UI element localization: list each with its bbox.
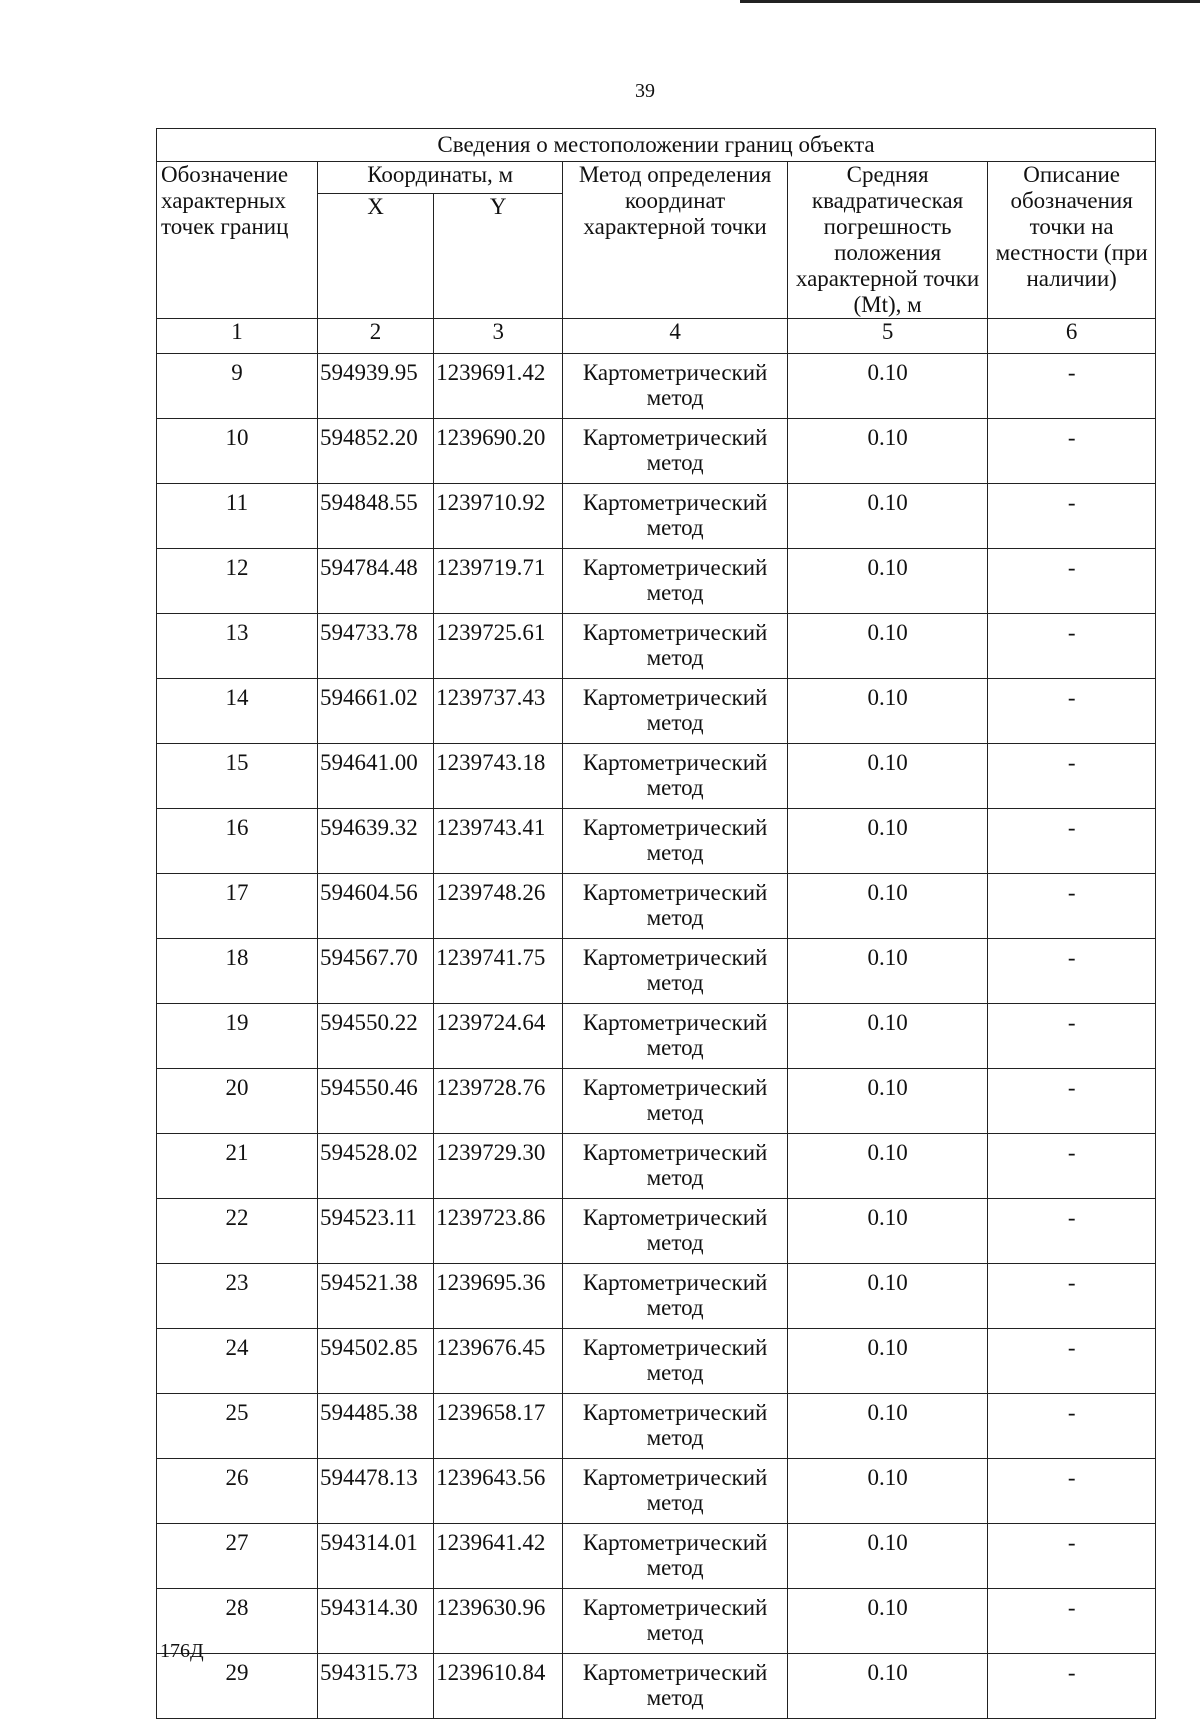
table-row	[157, 1459, 1156, 1524]
error-value: 0.10	[787, 1134, 987, 1199]
description-value: -	[988, 1459, 1156, 1524]
coord-x: 594852.20	[318, 419, 434, 484]
method	[563, 419, 788, 484]
point-id: 18	[157, 939, 318, 1004]
point-id: 24	[157, 1329, 318, 1394]
description-value: -	[988, 809, 1156, 874]
coord-y: 1239610.84	[434, 1654, 563, 1719]
method-line-1: Картометрический	[582, 1400, 768, 1425]
coord-x: 594661.02	[318, 679, 434, 744]
method-line-2: метод	[646, 970, 704, 995]
method-line-1: Картометрический	[582, 1660, 768, 1685]
coord-y: 1239723.86	[434, 1199, 563, 1264]
description-value: -	[988, 1264, 1156, 1329]
coord-y: 1239658.17	[434, 1394, 563, 1459]
method-line-1: Картометрический	[582, 1465, 768, 1490]
method	[563, 1199, 788, 1264]
table-row	[157, 484, 1156, 549]
description-value: -	[988, 744, 1156, 809]
table-row	[157, 419, 1156, 484]
method	[563, 549, 788, 614]
description-value: -	[988, 354, 1156, 419]
table-row	[157, 1394, 1156, 1459]
method	[563, 1069, 788, 1134]
table-row	[157, 744, 1156, 809]
coord-x: 594314.01	[318, 1524, 434, 1589]
method	[563, 1524, 788, 1589]
column-number: 6	[988, 319, 1156, 354]
error-value: 0.10	[787, 809, 987, 874]
column-number-row	[157, 319, 1156, 354]
coord-x: 594502.85	[318, 1329, 434, 1394]
description-value: -	[988, 1654, 1156, 1719]
header-x: X	[318, 194, 434, 319]
method-line-1: Картометрический	[582, 555, 768, 580]
method-line-2: метод	[646, 450, 704, 475]
coord-y: 1239743.41	[434, 809, 563, 874]
method-line-1: Картометрический	[582, 1140, 768, 1165]
point-id: 11	[157, 484, 318, 549]
point-id: 23	[157, 1264, 318, 1329]
coord-y: 1239719.71	[434, 549, 563, 614]
description-value: -	[988, 1134, 1156, 1199]
table-row	[157, 1524, 1156, 1589]
method	[563, 679, 788, 744]
table-row	[157, 549, 1156, 614]
coord-y: 1239728.76	[434, 1069, 563, 1134]
table-row	[157, 939, 1156, 1004]
error-value: 0.10	[787, 1199, 987, 1264]
description-value: -	[988, 679, 1156, 744]
coord-x: 594733.78	[318, 614, 434, 679]
error-value: 0.10	[787, 1524, 987, 1589]
point-id: 28	[157, 1589, 318, 1654]
point-id: 22	[157, 1199, 318, 1264]
column-number: 3	[434, 319, 563, 354]
method-line-2: метод	[646, 1100, 704, 1125]
error-value: 0.10	[787, 1264, 987, 1329]
header-method: Метод определения координат характерной точки	[563, 162, 788, 319]
coord-x: 594550.46	[318, 1069, 434, 1134]
error-value: 0.10	[787, 1394, 987, 1459]
point-id: 27	[157, 1524, 318, 1589]
method-line-1: Картометрический	[582, 1270, 768, 1295]
point-id: 9	[157, 354, 318, 419]
table-row	[157, 1004, 1156, 1069]
method-line-2: метод	[646, 1165, 704, 1190]
coord-x: 594550.22	[318, 1004, 434, 1069]
coord-y: 1239729.30	[434, 1134, 563, 1199]
table-row	[157, 874, 1156, 939]
description-value: -	[988, 1004, 1156, 1069]
point-id: 13	[157, 614, 318, 679]
method	[563, 1394, 788, 1459]
table-row	[157, 614, 1156, 679]
coord-y: 1239741.75	[434, 939, 563, 1004]
column-number: 2	[318, 319, 434, 354]
table-row	[157, 1069, 1156, 1134]
error-value: 0.10	[787, 939, 987, 1004]
method-line-2: метод	[646, 515, 704, 540]
method-line-2: метод	[646, 1360, 704, 1385]
coord-y: 1239737.43	[434, 679, 563, 744]
table-row	[157, 1589, 1156, 1654]
error-value: 0.10	[787, 744, 987, 809]
method-line-1: Картометрический	[582, 685, 768, 710]
boundary-table	[156, 128, 1156, 1719]
coord-x: 594314.30	[318, 1589, 434, 1654]
method-line-1: Картометрический	[582, 815, 768, 840]
method-line-2: метод	[646, 1490, 704, 1515]
page-number: 39	[635, 80, 655, 102]
point-id: 29	[157, 1654, 318, 1719]
method	[563, 1264, 788, 1329]
coord-y: 1239748.26	[434, 874, 563, 939]
point-id: 17	[157, 874, 318, 939]
error-value: 0.10	[787, 874, 987, 939]
header-coords: Координаты, м	[318, 162, 563, 194]
method	[563, 1004, 788, 1069]
point-id: 26	[157, 1459, 318, 1524]
method-line-2: метод	[646, 1620, 704, 1645]
description-value: -	[988, 874, 1156, 939]
header-description: Описание обозначения точки на местности (при наличии)	[988, 162, 1156, 319]
method-line-1: Картометрический	[582, 1595, 768, 1620]
description-value: -	[988, 549, 1156, 614]
coord-x: 594521.38	[318, 1264, 434, 1329]
method	[563, 484, 788, 549]
header-y: Y	[434, 194, 563, 319]
coord-x: 594848.55	[318, 484, 434, 549]
method-line-2: метод	[646, 775, 704, 800]
error-value: 0.10	[787, 1654, 987, 1719]
error-value: 0.10	[787, 1329, 987, 1394]
coord-y: 1239725.61	[434, 614, 563, 679]
method	[563, 1134, 788, 1199]
error-value: 0.10	[787, 419, 987, 484]
method	[563, 1329, 788, 1394]
description-value: -	[988, 1524, 1156, 1589]
method-line-1: Картометрический	[582, 880, 768, 905]
point-id: 14	[157, 679, 318, 744]
method-line-2: метод	[646, 1425, 704, 1450]
coord-x: 594784.48	[318, 549, 434, 614]
method-line-1: Картометрический	[582, 1010, 768, 1035]
coord-x: 594641.00	[318, 744, 434, 809]
coord-x: 594528.02	[318, 1134, 434, 1199]
method-line-1: Картометрический	[582, 1335, 768, 1360]
table-body	[157, 354, 1156, 1719]
header-point: Обозначение характерных точек границ	[157, 162, 318, 319]
error-value: 0.10	[787, 679, 987, 744]
coord-y: 1239676.45	[434, 1329, 563, 1394]
method-line-1: Картометрический	[582, 490, 768, 515]
coord-x: 594604.56	[318, 874, 434, 939]
method-line-2: метод	[646, 1555, 704, 1580]
description-value: -	[988, 1394, 1156, 1459]
description-value: -	[988, 1069, 1156, 1134]
header-error: Средняя квадратическая погрешность положения характерной точки (Mt), м	[787, 162, 987, 319]
method	[563, 744, 788, 809]
column-number: 1	[157, 319, 318, 354]
method	[563, 809, 788, 874]
description-value: -	[988, 1329, 1156, 1394]
point-id: 10	[157, 419, 318, 484]
method-line-2: метод	[646, 840, 704, 865]
method-line-1: Картометрический	[582, 620, 768, 645]
method	[563, 939, 788, 1004]
error-value: 0.10	[787, 549, 987, 614]
table-row	[157, 809, 1156, 874]
error-value: 0.10	[787, 354, 987, 419]
method	[563, 354, 788, 419]
coord-y: 1239710.92	[434, 484, 563, 549]
column-number: 5	[787, 319, 987, 354]
coord-x: 594485.38	[318, 1394, 434, 1459]
description-value: -	[988, 1589, 1156, 1654]
table-row	[157, 1264, 1156, 1329]
method-line-1: Картометрический	[582, 1075, 768, 1100]
description-value: -	[988, 939, 1156, 1004]
coord-y: 1239724.64	[434, 1004, 563, 1069]
method	[563, 1589, 788, 1654]
footer-code: 176Д	[160, 1640, 204, 1662]
description-value: -	[988, 614, 1156, 679]
point-id: 25	[157, 1394, 318, 1459]
method-line-2: метод	[646, 385, 704, 410]
point-id: 12	[157, 549, 318, 614]
point-id: 21	[157, 1134, 318, 1199]
method-line-1: Картометрический	[582, 360, 768, 385]
table-row	[157, 1134, 1156, 1199]
point-id: 15	[157, 744, 318, 809]
description-value: -	[988, 419, 1156, 484]
error-value: 0.10	[787, 1004, 987, 1069]
method-line-2: метод	[646, 1230, 704, 1255]
method-line-2: метод	[646, 1035, 704, 1060]
coord-x: 594939.95	[318, 354, 434, 419]
coord-y: 1239641.42	[434, 1524, 563, 1589]
error-value: 0.10	[787, 1069, 987, 1134]
coord-y: 1239691.42	[434, 354, 563, 419]
table-row	[157, 1329, 1156, 1394]
table-title: Сведения о местоположении границ объекта	[157, 129, 1156, 162]
description-value: -	[988, 484, 1156, 549]
table-row	[157, 1199, 1156, 1264]
method	[563, 1654, 788, 1719]
coord-y: 1239643.56	[434, 1459, 563, 1524]
method-line-2: метод	[646, 645, 704, 670]
description-value: -	[988, 1199, 1156, 1264]
coord-y: 1239690.20	[434, 419, 563, 484]
error-value: 0.10	[787, 1459, 987, 1524]
method-line-1: Картометрический	[582, 945, 768, 970]
table-row	[157, 679, 1156, 744]
method-line-1: Картометрический	[582, 750, 768, 775]
column-number: 4	[563, 319, 788, 354]
method-line-2: метод	[646, 580, 704, 605]
method-line-1: Картометрический	[582, 1530, 768, 1555]
method-line-2: метод	[646, 1685, 704, 1710]
point-id: 16	[157, 809, 318, 874]
coord-y: 1239695.36	[434, 1264, 563, 1329]
top-rule	[740, 0, 1200, 3]
method-line-1: Картометрический	[582, 1205, 768, 1230]
error-value: 0.10	[787, 1589, 987, 1654]
point-id: 20	[157, 1069, 318, 1134]
table-row	[157, 354, 1156, 419]
point-id: 19	[157, 1004, 318, 1069]
method-line-1: Картометрический	[582, 425, 768, 450]
coord-y: 1239630.96	[434, 1589, 563, 1654]
method	[563, 874, 788, 939]
method	[563, 1459, 788, 1524]
method-line-2: метод	[646, 710, 704, 735]
method	[563, 614, 788, 679]
coord-x: 594478.13	[318, 1459, 434, 1524]
method-line-2: метод	[646, 1295, 704, 1320]
table-row	[157, 1654, 1156, 1719]
method-line-2: метод	[646, 905, 704, 930]
coord-x: 594567.70	[318, 939, 434, 1004]
coord-x: 594639.32	[318, 809, 434, 874]
coord-y: 1239743.18	[434, 744, 563, 809]
coord-x: 594523.11	[318, 1199, 434, 1264]
coord-x: 594315.73	[318, 1654, 434, 1719]
error-value: 0.10	[787, 614, 987, 679]
error-value: 0.10	[787, 484, 987, 549]
